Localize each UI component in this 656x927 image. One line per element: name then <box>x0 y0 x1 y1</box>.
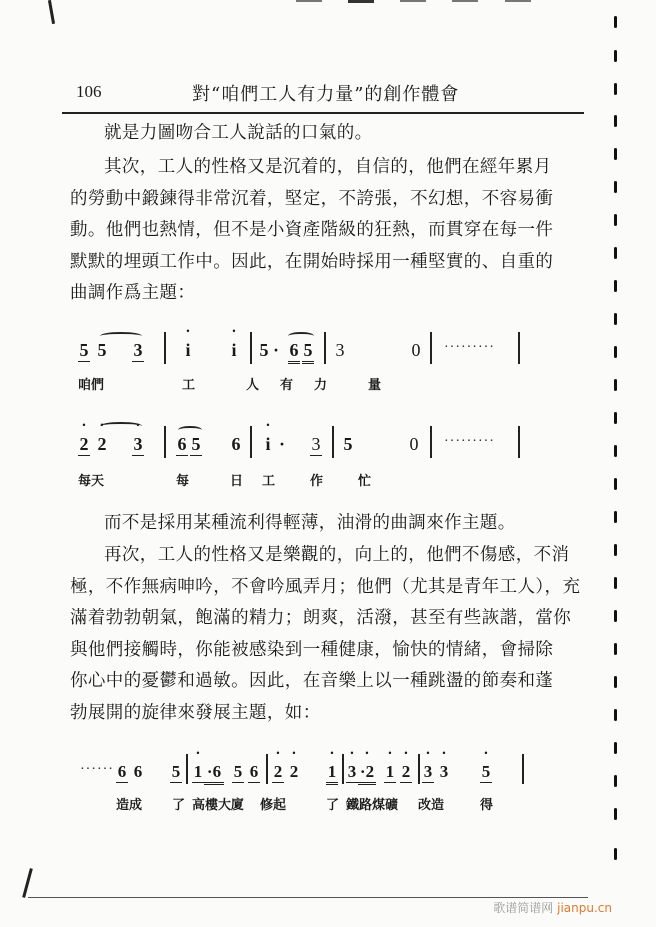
slur <box>100 422 142 430</box>
lyric: 人 <box>246 378 260 393</box>
binding-mark <box>614 115 617 127</box>
scan-artifact <box>452 0 478 2</box>
binding-mark <box>614 83 617 95</box>
lyric: 高樓大廈 <box>192 798 245 813</box>
text-line: 就是力圖吻合工人說話的口氣的。 <box>104 123 373 143</box>
lyric: 忙 <box>358 474 372 489</box>
binding-mark <box>614 445 617 457</box>
text-line: 其次，工人的性格又是沉着的，自信的，他們在經年累月 <box>104 157 552 177</box>
lyric: 造成 <box>116 798 143 813</box>
binding-mark <box>614 808 617 820</box>
note: 5 <box>79 340 89 360</box>
barline <box>250 426 252 458</box>
note: 6 <box>133 762 143 781</box>
text-line: 默默的埋頭工作中。因此，在開始時採用一種堅實的、自重的 <box>70 251 554 272</box>
note: • i <box>182 340 194 361</box>
note: • ·2 <box>358 762 376 785</box>
scan-artifact <box>505 0 531 2</box>
note: 5 <box>233 762 243 781</box>
scan-artifact <box>296 0 322 2</box>
paragraph-2 <box>70 152 580 310</box>
note: 3 <box>311 434 321 454</box>
lyric: 有 <box>280 378 294 393</box>
binding-mark <box>614 379 617 391</box>
text-line: 動。他們也熱情，但不是小資產階級的狂熱，而貫穿在每一件 <box>70 220 554 240</box>
watermark <box>493 899 612 916</box>
note: 6 <box>117 762 127 781</box>
lyric: 每 <box>176 474 190 489</box>
barline <box>324 332 326 364</box>
barline <box>186 754 188 784</box>
lyric: 工 <box>182 378 196 393</box>
note: • 1 <box>384 762 396 783</box>
note: 6 <box>249 762 259 781</box>
scan-artifact <box>48 0 55 24</box>
binding-mark <box>614 676 617 688</box>
lyric: 得 <box>480 798 494 813</box>
binding-mark <box>614 16 617 28</box>
note: 5 <box>259 340 269 360</box>
slur <box>100 332 142 340</box>
note: • 5 <box>480 762 492 783</box>
text-line: 勃展開的旋律來發展主題，如： <box>70 702 321 723</box>
note: 5 <box>191 434 201 454</box>
binding-mark <box>614 478 617 490</box>
header-rule <box>62 112 584 114</box>
note: • 2 <box>78 434 90 456</box>
slur <box>178 426 202 434</box>
note: · <box>272 340 279 360</box>
watermark-en: jianpu.cn <box>557 901 612 915</box>
binding-mark <box>614 709 617 721</box>
note: • 2 <box>96 434 108 455</box>
paragraph-3 <box>70 508 580 540</box>
note: • 2 <box>272 762 284 783</box>
binding-mark <box>614 346 617 358</box>
text-line: 再次，工人的性格又是樂觀的，向上的，他們不傷感，不消 <box>104 545 570 565</box>
note: 5 <box>302 340 314 364</box>
note: · <box>278 434 285 454</box>
notation-example-1 <box>78 340 528 400</box>
binding-mark <box>614 544 617 556</box>
text-line: 與他們接觸時，你能被感染到一種健康，愉快的情緒，會掃除 <box>70 639 554 660</box>
note: 5 <box>171 762 181 781</box>
note: • 1 <box>192 762 204 783</box>
note: 3 <box>133 340 143 360</box>
barline <box>164 332 166 364</box>
text-line: 曲調作爲主題： <box>70 283 196 303</box>
note: • 3 <box>422 762 434 783</box>
binding-mark <box>614 577 617 589</box>
scan-artifact <box>22 868 33 898</box>
binding-mark <box>614 848 617 860</box>
barline <box>522 754 524 784</box>
page-bottom-edge <box>28 897 588 898</box>
ellipsis: ········· <box>444 340 495 355</box>
rest: 0 <box>409 434 419 454</box>
slur <box>288 332 314 340</box>
notation-example-3 <box>80 762 530 822</box>
note: 6 <box>231 434 241 454</box>
ellipsis: ······ <box>80 762 114 777</box>
note: 5 <box>343 434 353 454</box>
lyric: 了 <box>172 798 186 813</box>
binding-mark <box>614 775 617 787</box>
note: 6 <box>288 340 300 364</box>
note: • 3 <box>438 762 450 782</box>
barline <box>518 426 520 458</box>
page-number: 106 <box>76 82 102 101</box>
ellipsis: ········· <box>444 434 495 449</box>
binding-mark <box>614 511 617 523</box>
note: • i <box>228 340 240 361</box>
rest: 0 <box>411 340 421 360</box>
lyric: 工 <box>262 474 276 489</box>
binding-mark <box>614 643 617 655</box>
binding-mark <box>614 247 617 259</box>
lyric: 鐵路煤礦 <box>346 798 399 813</box>
barline <box>266 754 268 784</box>
lyric: 量 <box>368 378 382 393</box>
scan-artifact <box>400 0 426 2</box>
notation-example-2 <box>78 434 528 494</box>
barline <box>430 332 432 364</box>
barline <box>518 332 520 364</box>
note: ·6 <box>204 762 224 785</box>
binding-mark <box>614 148 617 160</box>
binding-mark <box>614 313 617 325</box>
note: • 2 <box>288 762 300 782</box>
note: 5 <box>97 340 107 360</box>
note: 3 <box>335 340 345 360</box>
running-title: 對“咱們工人有力量”的創作體會 <box>192 84 460 105</box>
watermark-cn: 歌谱简谱网 <box>493 901 554 915</box>
scan-artifact <box>348 0 374 3</box>
paragraph-1 <box>70 118 580 150</box>
note: • 1 <box>326 762 338 785</box>
binding-mark <box>614 610 617 622</box>
lyric: 作 <box>310 474 324 489</box>
barline <box>332 426 334 458</box>
text-line: 滿着勃勃朝氣，飽滿的精力；朗爽，活潑，甚至有些詼諧，當你 <box>70 608 572 628</box>
binding-mark <box>614 412 617 424</box>
barline <box>418 754 420 784</box>
paragraph-4 <box>70 540 580 729</box>
binding-mark <box>614 181 617 193</box>
lyric: 了 <box>326 798 340 813</box>
binding-mark <box>614 280 617 292</box>
note: • 2 <box>400 762 412 783</box>
binding-mark <box>614 742 617 754</box>
lyric: 日 <box>230 474 244 489</box>
lyric: 每天 <box>78 474 105 489</box>
lyric: 改造 <box>418 798 445 813</box>
note: • 3 <box>132 434 144 456</box>
text-line: 的勞動中鍛鍊得非常沉着，堅定，不誇張，不幻想，不容易衝 <box>70 188 554 209</box>
binding-mark <box>614 214 617 226</box>
note: • 3 <box>346 762 358 783</box>
text-line: 極，不作無病呻吟，不會吟風弄月；他們（尤其是青年工人），充 <box>70 576 581 597</box>
binding-mark <box>614 50 617 62</box>
barline <box>250 332 252 364</box>
note: 6 <box>177 434 187 454</box>
lyric: 咱們 <box>78 378 105 393</box>
barline <box>164 426 166 458</box>
text-line: 你心中的憂鬱和過敏。因此，在音樂上以一種跳盪的節奏和蓬 <box>70 671 554 691</box>
note: • i <box>262 434 274 455</box>
lyric: 力 <box>314 378 328 393</box>
barline <box>342 754 344 784</box>
barline <box>430 426 432 458</box>
lyric: 修起 <box>260 798 287 813</box>
text-line: 而不是採用某種流利得輕薄，油滑的曲調來作主題。 <box>104 513 516 533</box>
